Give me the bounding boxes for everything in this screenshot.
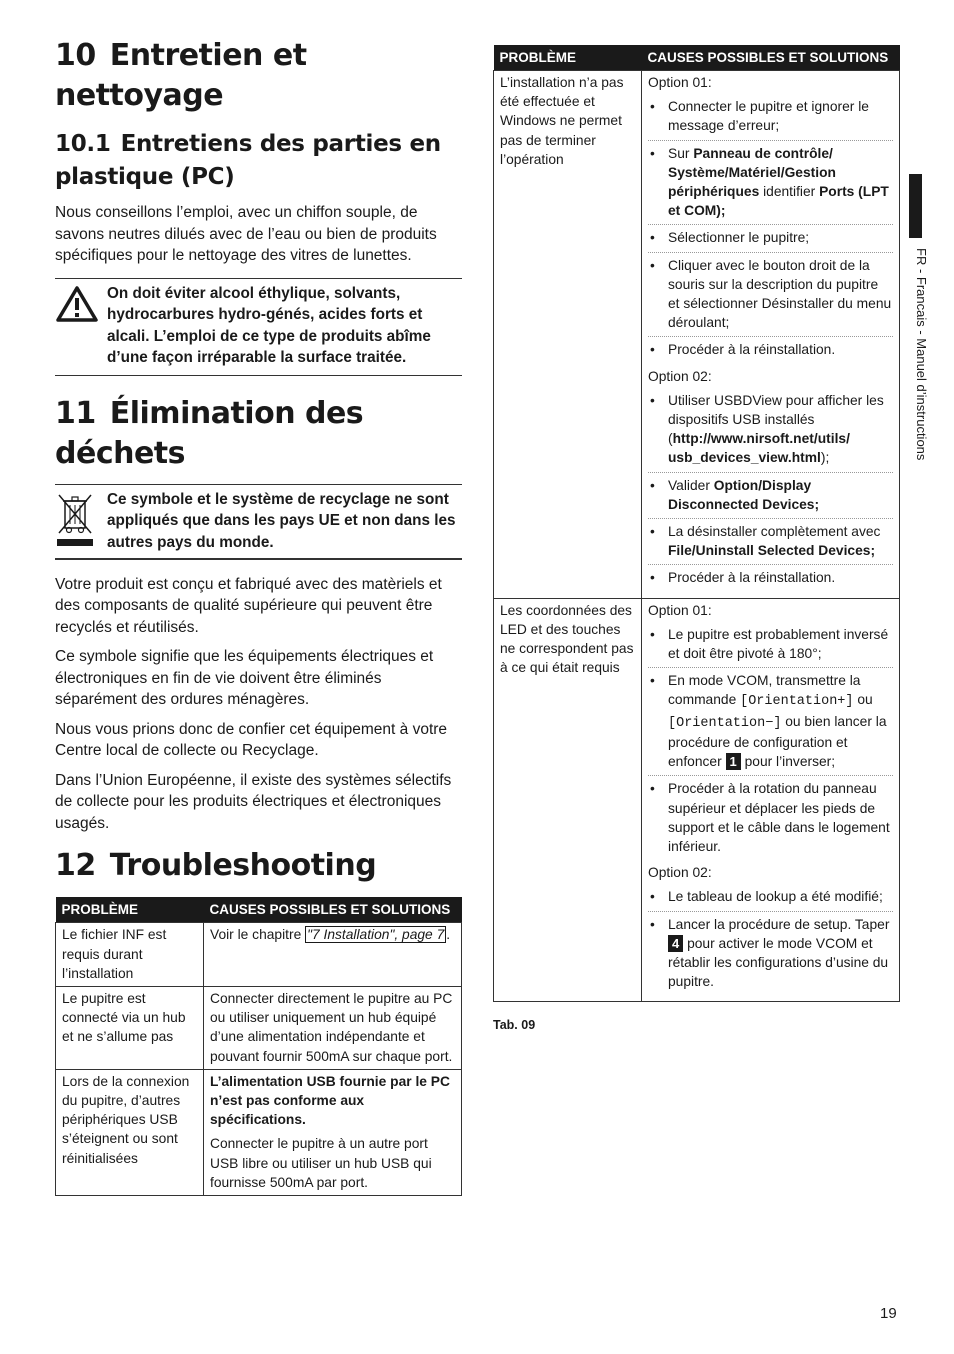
solution-cell: Option 01: • Le pupitre est probablement inversé et doit être pivoté à 180°; • En mode VCOM, transmettre la commande [Orientation+] ou [Orientation−] ou bien lancer la procédure de configuration et enfoncer 1 pour l’inverser; • Procéder à la rotation du panneau supérieur et déplacer les pieds de support et le câble dans le logement inférieur. Option 02: • Le tableau de lookup a été modifié; • Lancer la procédure de setup. Taper 4 pour activer le mode VCOM et rétablir les configurations d’usine du pupitre. xyxy=(642,598,900,1002)
table-row xyxy=(494,71,900,599)
warning-text: On doit éviter alcool éthylique, solvants, hydrocarbures hydro-génés, acides forts et alcali. L’emploi de ce type de produits abîme d’une façon irréparable la surface traitée. xyxy=(107,284,431,367)
troubleshooting-table-right xyxy=(493,45,900,1002)
list-item: • Procéder à la réinstallation. xyxy=(648,340,893,363)
table-caption: Tab. 09 xyxy=(493,1018,536,1033)
problem-cell: L’installation n’a pas été effectuée et Windows ne permet pas de terminer l’opération xyxy=(494,71,642,599)
list-item: • Connecter le pupitre et ignorer le message d’erreur; xyxy=(648,97,893,140)
right-column xyxy=(493,45,900,1032)
problem-cell: Lors de la connexion du pupitre, d’autres périphériques USB s’éteignent ou sont réinitialisées xyxy=(56,1069,204,1195)
page-number: 19 xyxy=(880,1305,897,1322)
table-row xyxy=(56,923,462,987)
solution-cell: Connecter directement le pupitre au PC ou utiliser uniquement un hub équipé d’une alimentation indépendante et pouvant fournir 500mA sur chaque port. xyxy=(204,986,462,1069)
option-2-list xyxy=(648,887,893,995)
table-header-row xyxy=(56,897,462,923)
solution-cell: Option 01: • Connecter le pupitre et ignorer le message d’erreur; • Sur Panneau de contrôle/ Système/Matériel/Gestion périphériques identifier Ports (LPT et COM); • Sélectionner le pupitre; • Cliquer avec le bouton droit de la souris sur la description du pupitre et sélectionner Désinstaller du menu déroulant; • Procéder à la réinstallation. Option 02: • Utiliser USBDView pour afficher les dispositifs USB installés (http://www.nirsoft.net/utils/ usb_devices_view.html); • Valider Option/Display Disconnected Devices; • La désinstaller complètement avec File/Uninstall Selected Devices; • Procéder à la réinstallation. xyxy=(642,71,900,599)
recycle-box xyxy=(55,484,462,560)
header-problem: PROBLÈME xyxy=(56,897,204,923)
weee-bin-icon xyxy=(55,489,107,554)
list-item: • La désinstaller complètement avec File/Uninstall Selected Devices; xyxy=(648,522,893,565)
disposal-paragraph-4: Dans l’Union Européenne, il existe des systèmes sélectifs de collecte pour les produits électriques et électroniques usagés. xyxy=(55,771,452,832)
left-column xyxy=(55,36,462,1196)
chapter-link[interactable]: "7 Installation", page 7 xyxy=(307,927,445,943)
list-item: • En mode VCOM, transmettre la commande [Orientation+] ou [Orientation−] ou bien lancer la procédure de configuration et enfoncer 1 pour l’inverser; xyxy=(648,671,893,776)
cleaning-paragraph: Nous conseillons l’emploi, avec un chiffon souple, de savons neutres dilués avec de l’eau ou bien de produits spécifiques pour le nettoyage des vitres de lunettes. xyxy=(55,204,437,264)
key-1-badge: 1 xyxy=(726,753,741,770)
problem-cell: Le pupitre est connecté via un hub et ne s’allume pas xyxy=(56,986,204,1069)
section-10-heading: 10 Entretien et nettoyage xyxy=(55,38,307,113)
section-10-1-heading: 10.1 Entretiens des parties en plastique (PC) xyxy=(55,131,441,190)
list-item: • Valider Option/Display Disconnected Devices; xyxy=(648,476,893,519)
command-orientation-minus: [Orientation−] xyxy=(668,715,782,731)
section-12-heading: 12 Troubleshooting xyxy=(55,848,377,884)
table-row xyxy=(494,598,900,1002)
list-item: • Lancer la procédure de setup. Taper 4 pour activer le mode VCOM et rétablir les configurations d’usine du pupitre. xyxy=(648,915,893,996)
list-item: • Le pupitre est probablement inversé et doit être pivoté à 180°; xyxy=(648,625,893,668)
list-item: • Procéder à la rotation du panneau supérieur et déplacer les pieds de support et le câble dans le logement inférieur. xyxy=(648,779,893,860)
command-orientation-plus: [Orientation+] xyxy=(740,694,854,710)
header-causes: CAUSES POSSIBLES ET SOLUTIONS xyxy=(204,897,462,923)
header-problem: PROBLÈME xyxy=(494,45,642,71)
list-item: • Procéder à la réinstallation. xyxy=(648,568,893,591)
option-1-list xyxy=(648,97,893,363)
section-11-heading: 11 Élimination des déchets xyxy=(55,395,364,471)
problem-cell: Le fichier INF est requis durant l’installation xyxy=(56,923,204,987)
option-2-list xyxy=(648,391,893,592)
solution-cell: Voir le chapitre "7 Installation", page 7 . xyxy=(204,923,462,987)
list-item: • Utiliser USBDView pour afficher les dispositifs USB installés (http://www.nirsoft.net/utils/ usb_devices_view.html); xyxy=(648,391,893,473)
list-item: • Le tableau de lookup a été modifié; xyxy=(648,887,893,911)
disposal-paragraph-2: Ce symbole signifie que les équipements électriques et électroniques en fin de vie doivent être éliminés séparément des ordures ménagères. xyxy=(55,648,434,709)
problem-cell: Les coordonnées des LED et des touches ne correspondent pas à ce qui était requis xyxy=(494,598,642,1002)
table-row xyxy=(56,1069,462,1195)
list-item: • Sur Panneau de contrôle/ Système/Matériel/Gestion périphériques identifier Ports (LPT et COM); xyxy=(648,144,893,226)
solution-cell: L’alimentation USB fournie par le PC n’est pas conforme aux spécifications. Connecter le pupitre à un autre port USB libre ou utiliser un hub USB qui fournisse 500mA par port. xyxy=(204,1069,462,1195)
disposal-paragraph-1: Votre produit est conçu et fabriqué avec des matèriels et des composants de qualité supérieure qui peuvent être recyclés et réutilisés. xyxy=(55,575,442,636)
disposal-paragraph-3: Nous vous prions donc de confier cet équipement à votre Centre local de collecte ou Recyclage. xyxy=(55,720,448,760)
troubleshooting-table-left xyxy=(55,897,462,1196)
list-item: • Sélectionner le pupitre; xyxy=(648,228,893,252)
side-tab-marker xyxy=(909,174,922,238)
warning-box xyxy=(55,278,462,376)
table-row xyxy=(56,986,462,1069)
header-causes: CAUSES POSSIBLES ET SOLUTIONS xyxy=(642,45,900,71)
option-1-list xyxy=(648,625,893,860)
recycle-note-text: Ce symbole et le système de recyclage ne sont appliqués que dans les pays UE et non dans les autres pays du monde. xyxy=(107,490,456,552)
list-item: • Cliquer avec le bouton droit de la souris sur la description du pupitre et sélectionner Désinstaller du menu déroulant; xyxy=(648,256,893,338)
key-4-badge: 4 xyxy=(668,935,683,952)
table-header-row xyxy=(494,45,900,71)
warning-triangle-icon xyxy=(55,283,107,369)
usbdview-url[interactable]: http://www.nirsoft.net/utils/ usb_devices_view.html xyxy=(668,431,850,466)
side-language-label: FR - Francais - Manuel d’instructions xyxy=(914,248,929,461)
